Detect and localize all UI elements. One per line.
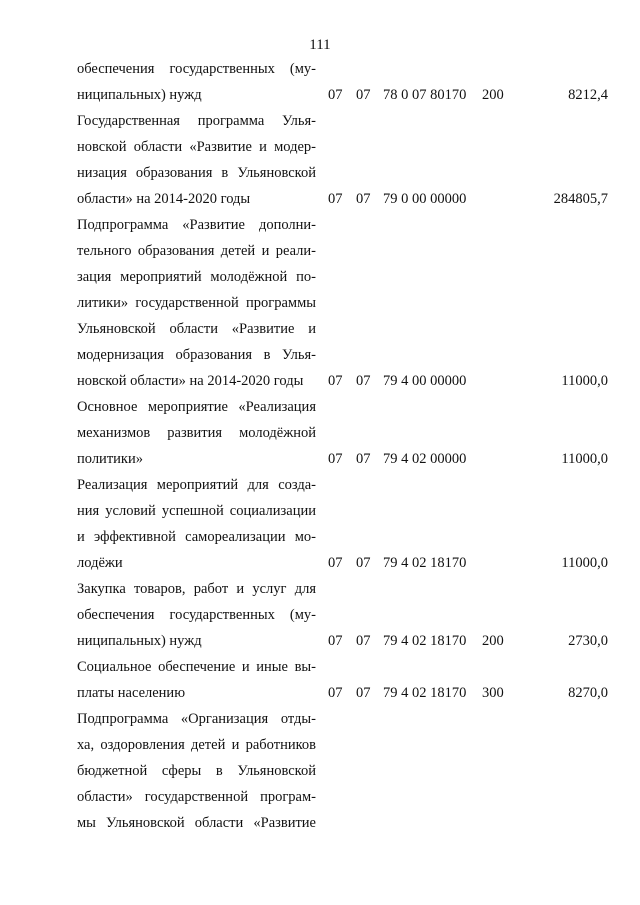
- expense-type-code: 300: [482, 685, 504, 701]
- description-line: области» на 2014-2020 годы: [77, 191, 251, 207]
- row-description: [77, 214, 316, 396]
- subsection-code: 07: [356, 87, 371, 103]
- description-line: ниципальных) нужд: [77, 633, 202, 649]
- description-line: области» государственной програм-: [77, 789, 316, 805]
- description-line: низация образования в Ульяновской: [77, 165, 316, 181]
- description-line: механизмов развития молодёжной: [77, 425, 316, 441]
- expense-type-code: 200: [482, 87, 504, 103]
- amount: 11000,0: [561, 373, 608, 389]
- description-line: политики»: [77, 451, 143, 467]
- subsection-code: 07: [356, 373, 371, 389]
- section-code: 07: [328, 555, 343, 571]
- description-line: ха, оздоровления детей и работников: [77, 737, 316, 753]
- row-description: [77, 708, 316, 838]
- target-article-code: 79 4 02 18170: [383, 633, 467, 649]
- description-line: Основное мероприятие «Реализация: [77, 399, 316, 415]
- amount: 11000,0: [561, 555, 608, 571]
- section-code: 07: [328, 451, 343, 467]
- description-line: зация мероприятий молодёжной по-: [77, 269, 316, 285]
- subsection-code: 07: [356, 191, 371, 207]
- description-line: Реализация мероприятий для созда-: [77, 477, 316, 493]
- target-article-code: 79 4 02 18170: [383, 685, 467, 701]
- description-line: Подпрограмма «Организация отды-: [77, 711, 316, 727]
- description-line: Государственная программа Улья-: [77, 113, 316, 129]
- description-line: лодёжи: [77, 555, 123, 571]
- description-line: платы населению: [77, 685, 186, 701]
- description-line: новской области «Развитие и модер-: [77, 139, 316, 155]
- target-article-code: 78 0 07 80170: [383, 87, 467, 103]
- section-code: 07: [328, 633, 343, 649]
- description-line: ния условий успешной социализации: [77, 503, 316, 519]
- description-line: тельного образования детей и реали-: [77, 243, 316, 259]
- description-line: модернизация образования в Улья-: [77, 347, 316, 363]
- description-line: и эффективной самореализации мо-: [77, 529, 316, 545]
- page-number: 111: [309, 37, 331, 53]
- target-article-code: 79 0 00 00000: [383, 191, 467, 207]
- section-code: 07: [328, 191, 343, 207]
- description-line: Социальное обеспечение и иные вы-: [77, 659, 316, 675]
- description-line: бюджетной сферы в Ульяновской: [77, 763, 316, 779]
- description-line: обеспечения государственных (му-: [77, 607, 316, 623]
- subsection-code: 07: [356, 555, 371, 571]
- target-article-code: 79 4 00 00000: [383, 373, 467, 389]
- amount: 11000,0: [561, 451, 608, 467]
- amount: 2730,0: [568, 633, 608, 649]
- amount: 8270,0: [568, 685, 608, 701]
- amount: 8212,4: [568, 87, 608, 103]
- target-article-code: 79 4 02 00000: [383, 451, 467, 467]
- section-code: 07: [328, 685, 343, 701]
- section-code: 07: [328, 373, 343, 389]
- subsection-code: 07: [356, 633, 371, 649]
- subsection-code: 07: [356, 685, 371, 701]
- target-article-code: 79 4 02 18170: [383, 555, 467, 571]
- description-line: Закупка товаров, работ и услуг для: [77, 581, 316, 597]
- description-line: ниципальных) нужд: [77, 87, 202, 103]
- description-line: новской области» на 2014-2020 годы: [77, 373, 304, 389]
- description-line: Подпрограмма «Развитие дополни-: [77, 217, 316, 233]
- amount: 284805,7: [553, 191, 608, 207]
- expense-type-code: 200: [482, 633, 504, 649]
- description-line: Ульяновской области «Развитие и: [77, 321, 316, 337]
- description-line: обеспечения государственных (му-: [77, 61, 316, 77]
- section-code: 07: [328, 87, 343, 103]
- description-line: мы Ульяновской области «Развитие: [77, 815, 316, 831]
- description-line: литики» государственной программы: [77, 295, 316, 311]
- subsection-code: 07: [356, 451, 371, 467]
